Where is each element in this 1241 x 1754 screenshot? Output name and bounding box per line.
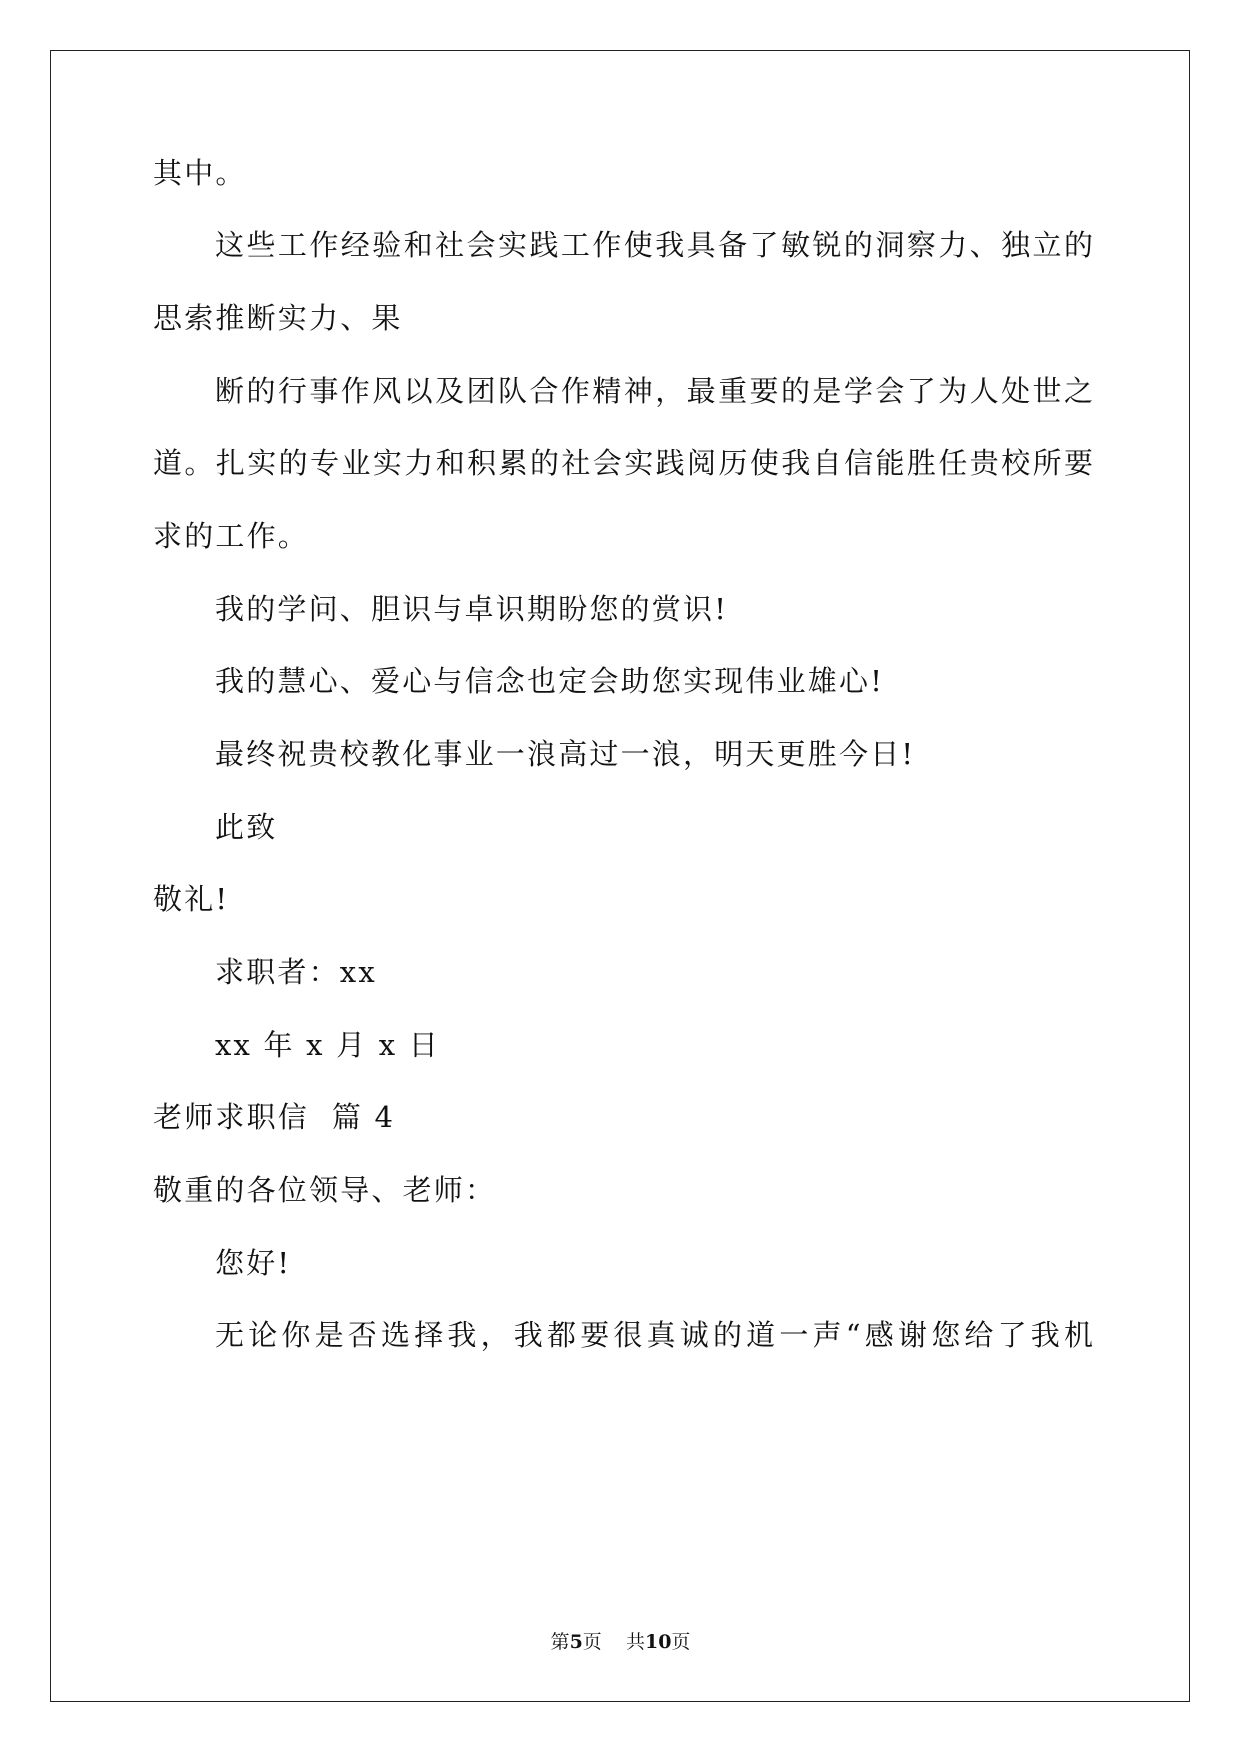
text-line: 断的行事作风以及团队合作精神，最重要的是学会了为人处世之: [215, 374, 1093, 408]
text-line: 敬礼!: [153, 882, 230, 916]
text-line: 无论你是否选择我，我都要很真诚的道一声“感谢您给了我机: [215, 1318, 1093, 1352]
page-number: 5: [569, 1631, 583, 1653]
footer-mid: 页 共: [582, 1631, 645, 1653]
text-line: xx 年 x 月 x 日: [215, 1028, 440, 1062]
text-line: 求职者：xx: [215, 955, 377, 989]
greeting: 您好!: [215, 1246, 292, 1280]
footer-suffix: 页: [671, 1631, 691, 1653]
text-line: 其中。: [153, 156, 247, 190]
text-line: 此致: [215, 810, 278, 844]
text-line: 求的工作。: [153, 519, 310, 553]
salutation: 敬重的各位领导、老师：: [153, 1173, 497, 1207]
text-line: 思索推断实力、果: [153, 301, 403, 335]
footer-prefix: 第: [550, 1631, 570, 1653]
text-line: 最终祝贵校教化事业一浪高过一浪，明天更胜今日!: [215, 737, 916, 771]
text-line: 我的学问、胆识与卓识期盼您的赏识!: [215, 592, 729, 626]
text-line: 道。扎实的专业实力和积累的社会实践阅历使我自信能胜任贵校所要: [153, 446, 1093, 480]
section-heading: 老师求职信 篇 4: [153, 1100, 396, 1134]
text-line: 我的慧心、爱心与信念也定会助您实现伟业雄心!: [215, 664, 885, 698]
total-pages: 10: [644, 1631, 672, 1653]
text-line: 这些工作经验和社会实践工作使我具备了敏锐的洞察力、独立的: [215, 228, 1093, 262]
page-footer: [0, 1629, 1241, 1655]
